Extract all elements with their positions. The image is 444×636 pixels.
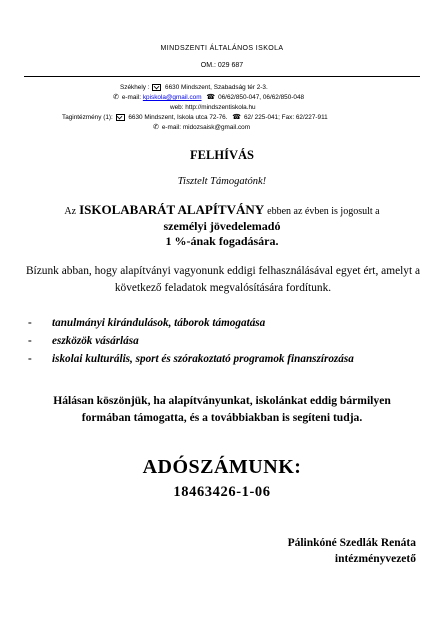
branch-label: Tagintézmény (1): — [62, 114, 113, 122]
phone-icon: ☎ — [206, 94, 216, 101]
web-address: web: http://mindszentiskola.hu — [170, 104, 256, 111]
list-item-text: tanulmányi kirándulások, táborok támogatása — [52, 317, 266, 329]
intro-paragraph — [0, 202, 444, 249]
trust-paragraph: Bízunk abban, hogy alapítványi vagyonunk eddigi felhasználásával egyet ért, amelyt a következő feladatok megvalósítására fordítunk. — [25, 265, 421, 294]
phone-numbers: 06/62/850-047, 06/62/850-048 — [218, 94, 305, 101]
web-line — [170, 104, 256, 112]
seat-address: 6630 Mindszent, Szabadság tér 2-3. — [165, 84, 268, 92]
list-item-text: iskolai kulturális, sport és szórakoztató programok finanszírozása — [52, 353, 354, 365]
school-name: MINDSZENTI ÁLTALÁNOS ISKOLA — [160, 45, 284, 52]
branch-email-line — [150, 124, 250, 132]
intro-line-3: 1 %-ának fogadására. — [165, 234, 279, 248]
seat-line — [120, 84, 268, 92]
list-item: - eszközök vásárlása — [38, 333, 428, 350]
branch-email-label: e-mail: — [161, 124, 182, 131]
tax-number: 18463426-1-06 — [173, 484, 271, 500]
om-number: OM.: 029 687 — [200, 62, 244, 69]
foundation-name: ISKOLABARÁT ALAPÍTVÁNY — [79, 202, 265, 217]
branch-address: 6630 Mindszent, Iskola utca 72-76. — [128, 114, 228, 122]
branch-phone: 62/ 225-041; Fax: 62/227-911 — [244, 114, 328, 122]
intro-suffix: ebben az évben is jogosult a — [267, 206, 380, 217]
tax-number-heading: ADÓSZÁMUNK: — [142, 456, 302, 478]
thanks-paragraph: Hálásan köszönjük, ha alapítványunkat, iskolánkat eddig bármilyen formában támogatta, és a továbbiakban is segíteni tudja. — [53, 394, 391, 424]
branch-email: midozsaisk@gmail.com — [182, 124, 251, 131]
intro-prefix: Az — [64, 206, 77, 217]
envelope-icon — [116, 114, 125, 121]
seat-label: Székhely : — [120, 84, 150, 92]
signer-title: intézményvezető — [334, 553, 416, 565]
header-divider — [24, 76, 420, 77]
email-label: e-mail: — [121, 94, 142, 101]
list-item-text: eszközök vásárlása — [52, 335, 139, 347]
document-title: FELHÍVÁS — [190, 148, 254, 162]
contact-line — [110, 94, 304, 102]
signer-name: Pálinkóné Szedlák Renáta — [287, 537, 416, 549]
branch-line — [62, 114, 328, 122]
intro-line-2: személyi jövedelemadó — [163, 219, 281, 233]
school-email-link[interactable]: kpiskola@gmail.com — [142, 94, 202, 101]
list-item: - tanulmányi kirándulások, táborok támogatása — [38, 315, 428, 332]
greeting: Tisztelt Támogatónk! — [177, 176, 267, 187]
envelope-icon — [152, 84, 161, 91]
phone-icon: ☎ — [232, 114, 241, 122]
list-item: - iskolai kulturális, sport és szórakoztató programok finanszírozása — [38, 351, 378, 368]
mouse-icon: ✆ — [153, 124, 159, 131]
mouse-icon: ✆ — [113, 94, 119, 101]
